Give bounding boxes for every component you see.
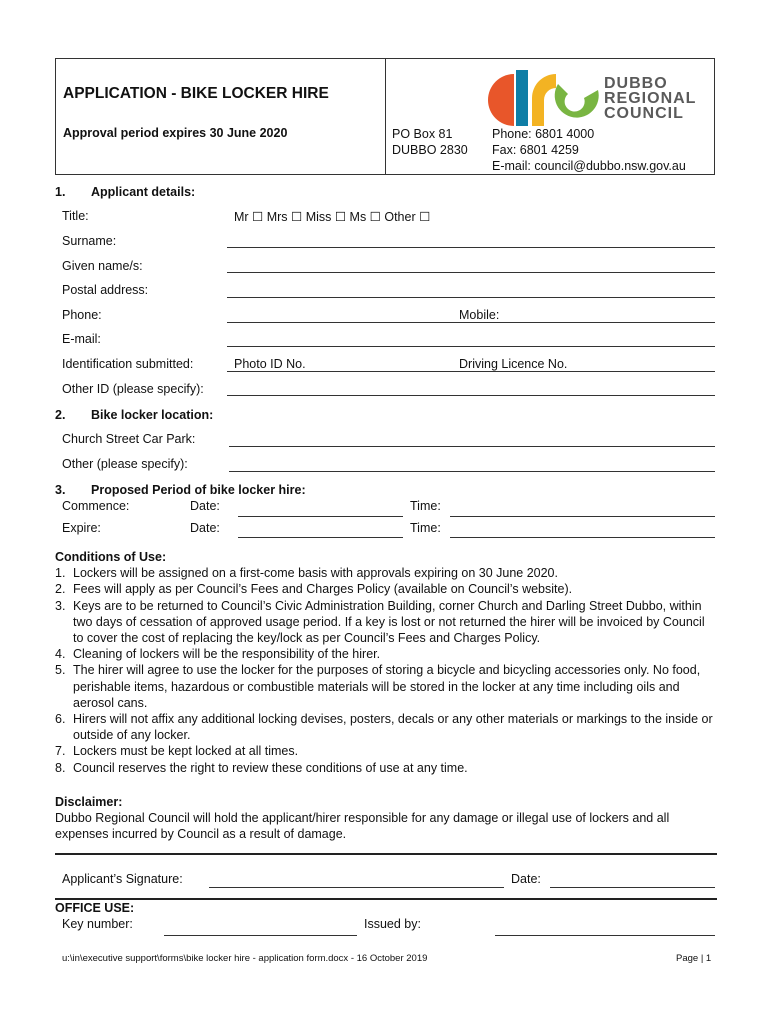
given-name-label: Given name/s:: [62, 259, 143, 273]
commence-time-label: Time:: [410, 499, 441, 513]
disclaimer-section: [55, 794, 717, 843]
photo-id-label: Photo ID No.: [234, 357, 306, 371]
section3-heading: Proposed Period of bike locker hire:: [91, 483, 306, 497]
section2-heading: Bike locker location:: [91, 408, 214, 422]
footer-file-path: u:\in\executive support\forms\bike locker hire - application form.docx - 16 October 2019: [62, 953, 428, 964]
contact-block: [492, 126, 686, 174]
email-address: E-mail: council@dubbo.nsw.gov.au: [492, 159, 686, 173]
logo-shape-orange: [488, 74, 514, 126]
po-box-town: DUBBO 2830: [392, 143, 468, 157]
conditions-section: [55, 549, 717, 776]
condition-item: [55, 662, 717, 711]
signature-bottom-rule: [55, 898, 717, 900]
postal-address-block: [392, 126, 468, 158]
key-number-field[interactable]: [164, 935, 357, 936]
other-location-label: Other (please specify):: [62, 457, 188, 471]
logo-shape-blue: [516, 70, 528, 126]
signature-label: Applicant’s Signature:: [62, 872, 183, 886]
approval-note: Approval period expires 30 June 2020: [63, 126, 288, 140]
expire-label: Expire:: [62, 521, 101, 535]
signature-date-label: Date:: [511, 872, 541, 886]
section1-number: 1.: [55, 185, 66, 199]
logo-text-line3: COUNCIL: [604, 105, 684, 122]
council-logo-text: [604, 76, 696, 121]
expire-date-field[interactable]: [238, 537, 403, 538]
issued-by-field[interactable]: [495, 935, 715, 936]
section2-number: 2.: [55, 408, 66, 422]
key-number-label: Key number:: [62, 917, 133, 931]
conditions-heading: Conditions of Use:: [55, 550, 167, 564]
other-id-field[interactable]: [227, 395, 715, 396]
signature-top-rule: [55, 853, 717, 855]
other-id-label: Other ID (please specify):: [62, 382, 204, 396]
identification-label: Identification submitted:: [62, 357, 194, 371]
postal-address-field[interactable]: [227, 297, 715, 298]
title-options[interactable]: Mr ☐ Mrs ☐ Miss ☐ Ms ☐ Other ☐: [234, 210, 431, 224]
condition-number: 1.: [55, 566, 66, 581]
phone-label: Phone:: [62, 308, 102, 322]
condition-number: 2.: [55, 582, 66, 597]
other-location-field[interactable]: [229, 471, 715, 472]
email-field[interactable]: [227, 346, 715, 347]
condition-text: Cleaning of lockers will be the responsibility of the hirer.: [73, 647, 381, 662]
commence-label: Commence:: [62, 499, 130, 513]
identification-field[interactable]: [227, 371, 715, 372]
logo-text-line1: DUBBO: [604, 75, 668, 92]
church-street-label: Church Street Car Park:: [62, 432, 196, 446]
condition-item: [55, 711, 717, 743]
disclaimer-heading: Disclaimer:: [55, 795, 123, 809]
condition-item: [55, 598, 717, 647]
section1-heading: Applicant details:: [91, 185, 196, 199]
condition-number: 4.: [55, 647, 66, 662]
driving-licence-label: Driving Licence No.: [459, 357, 568, 371]
expire-date-label: Date:: [190, 521, 220, 535]
signature-field[interactable]: [209, 887, 504, 888]
expire-time-label: Time:: [410, 521, 441, 535]
commence-date-label: Date:: [190, 499, 220, 513]
letterhead-divider: [385, 58, 386, 175]
logo-shape-green: [555, 84, 599, 118]
mobile-label: Mobile:: [459, 308, 500, 322]
surname-label: Surname:: [62, 234, 117, 248]
logo-text-line2: REGIONAL: [604, 90, 697, 107]
issued-by-label: Issued by:: [364, 917, 421, 931]
logo-shape-yellow: [532, 74, 556, 126]
footer-page-number: Page | 1: [676, 953, 712, 964]
condition-text: Lockers must be kept locked at all times.: [73, 744, 299, 759]
disclaimer-text: Dubbo Regional Council will hold the applicant/hirer responsible for any damage or illegal use of lockers and all expenses incurred by Council as a result of damage.: [55, 811, 670, 842]
condition-number: 5.: [55, 663, 66, 678]
expire-time-field[interactable]: [450, 537, 715, 538]
commence-date-field[interactable]: [238, 516, 403, 517]
commence-time-field[interactable]: [450, 516, 715, 517]
condition-item: [55, 743, 717, 759]
condition-item: [55, 646, 717, 662]
section3-number: 3.: [55, 483, 66, 497]
condition-text: The hirer will agree to use the locker for the purposes of storing a bicycle and bicycling accessories only. No food, perishable items, hazardous or combustible materials will be stored in the locker at any time including oils and aerosol cans.: [73, 663, 701, 710]
condition-text: Council reserves the right to review these conditions of use at any time.: [73, 760, 468, 775]
given-name-field[interactable]: [227, 272, 715, 273]
condition-number: 8.: [55, 760, 66, 775]
page-title: APPLICATION - BIKE LOCKER HIRE: [63, 85, 329, 102]
condition-item: [55, 565, 717, 581]
condition-text: Lockers will be assigned on a first-come basis with approvals expiring on 30 June 2020.: [73, 566, 558, 581]
condition-text: Fees will apply as per Council’s Fees and Charges Policy (available on Council’s website).: [73, 582, 573, 597]
title-label: Title:: [62, 209, 89, 223]
signature-date-field[interactable]: [550, 887, 715, 888]
email-label: E-mail:: [62, 332, 101, 346]
condition-number: 3.: [55, 598, 66, 613]
condition-item: [55, 760, 717, 776]
office-use-heading: OFFICE USE:: [55, 901, 135, 915]
condition-number: 6.: [55, 712, 66, 727]
condition-text: Keys are to be returned to Council’s Civic Administration Building, corner Church and Darling Street Dubbo, within two days of cessation of approved usage period. If a key is lost or not returned the hirer will be invoiced by Council to cover the cost of replacing the key/lock as per Council’s Fees and Charges Policy.: [73, 598, 705, 646]
postal-address-label: Postal address:: [62, 283, 149, 297]
condition-item: [55, 581, 717, 597]
surname-field[interactable]: [227, 247, 715, 248]
church-street-field[interactable]: [229, 446, 715, 447]
po-box-line: PO Box 81: [392, 127, 453, 141]
conditions-list: [55, 565, 717, 776]
condition-text: Hirers will not affix any additional locking devises, posters, decals or any other materials or markings to the inside or outside of any locker.: [73, 712, 713, 743]
condition-number: 7.: [55, 744, 66, 759]
phone-mobile-field[interactable]: [227, 322, 715, 323]
fax-number: Fax: 6801 4259: [492, 143, 579, 157]
phone-number: Phone: 6801 4000: [492, 127, 595, 141]
